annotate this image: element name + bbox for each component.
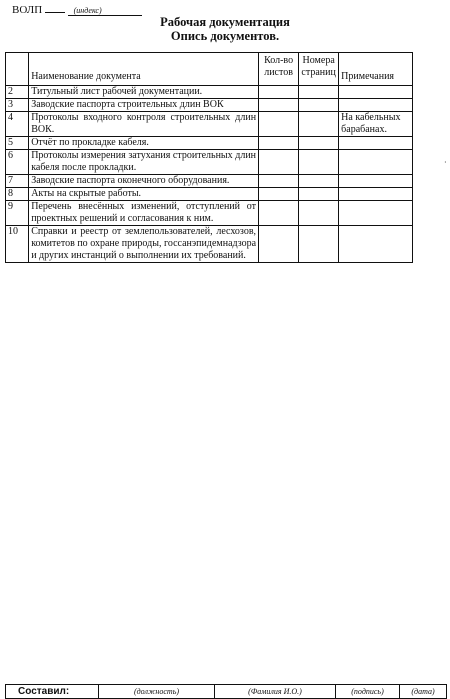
row-name: Перечень внесённых изменений, отступлений от проектных решений и согласования к ним. xyxy=(29,201,259,226)
row-notes xyxy=(339,137,413,150)
table-row xyxy=(6,112,413,137)
row-notes xyxy=(339,99,413,112)
row-pages xyxy=(299,112,339,137)
row-notes xyxy=(339,86,413,99)
row-notes: На кабельных барабанах. xyxy=(339,112,413,137)
row-sheets xyxy=(259,99,299,112)
row-name: Справки и реестр от землепользователей, лесхозов, комитетов по охране природы, госсанэпидемнадзора и других инстанций о выполнении их требований. xyxy=(29,226,259,263)
row-name: Отчёт по прокладке кабеля. xyxy=(29,137,259,150)
row-num: 5 xyxy=(6,137,29,150)
row-pages xyxy=(299,188,339,201)
row-name: Протоколы измерения затухания строительных длин кабеля после прокладки. xyxy=(29,150,259,175)
header-sheets: Кол-во листов xyxy=(259,53,299,86)
doc-subtitle: Опись документов. xyxy=(170,29,280,43)
row-sheets xyxy=(259,175,299,188)
compiled-by-label: Составил: xyxy=(6,685,99,698)
row-notes xyxy=(339,226,413,263)
row-name: Заводские паспорта строительных длин ВОК xyxy=(29,99,259,112)
row-num: 10 xyxy=(6,226,29,263)
table-row xyxy=(6,175,413,188)
row-sheets xyxy=(259,86,299,99)
position-field: (должность) xyxy=(99,685,215,698)
inventory-table xyxy=(5,52,413,263)
row-pages xyxy=(299,175,339,188)
row-pages xyxy=(299,137,339,150)
table-header-row xyxy=(6,53,413,86)
header-notes: Примечания xyxy=(339,53,413,86)
row-num: 7 xyxy=(6,175,29,188)
row-notes xyxy=(339,150,413,175)
row-name: Протоколы входного контроля строительных длин ВОК. xyxy=(29,112,259,137)
margin-mark: · xyxy=(444,158,447,167)
row-sheets xyxy=(259,150,299,175)
row-sheets xyxy=(259,112,299,137)
row-pages xyxy=(299,86,339,99)
table-row xyxy=(6,137,413,150)
date-field: (дата) xyxy=(411,687,435,696)
row-num: 9 xyxy=(6,201,29,226)
row-sheets xyxy=(259,201,299,226)
table-row xyxy=(6,201,413,226)
fullname-field: (Фамилия И.О.) xyxy=(215,685,336,698)
row-pages xyxy=(299,226,339,263)
row-name: Титульный лист рабочей документации. xyxy=(29,86,259,99)
table-row xyxy=(6,150,413,175)
header-pages: Номера страниц xyxy=(299,53,339,86)
table-row xyxy=(6,226,413,263)
header-num xyxy=(6,53,29,86)
row-sheets xyxy=(259,188,299,201)
row-num: 4 xyxy=(6,112,29,137)
row-num: 8 xyxy=(6,188,29,201)
row-pages xyxy=(299,150,339,175)
org-label: ВОЛП xyxy=(12,4,43,16)
row-num: 6 xyxy=(6,150,29,175)
signature-field: (подпись) xyxy=(336,685,400,698)
row-sheets xyxy=(259,226,299,263)
row-name: Заводские паспорта оконечного оборудования. xyxy=(29,175,259,188)
row-num: 3 xyxy=(6,99,29,112)
row-name: Акты на скрытые работы. xyxy=(29,188,259,201)
header-name: Наименование документа xyxy=(29,53,259,86)
table-row xyxy=(6,99,413,112)
row-num: 2 xyxy=(6,86,29,99)
row-notes xyxy=(339,188,413,201)
row-notes xyxy=(339,201,413,226)
row-pages xyxy=(299,99,339,112)
index-field: (индекс) xyxy=(68,6,142,16)
table-row xyxy=(6,188,413,201)
row-notes xyxy=(339,175,413,188)
row-pages xyxy=(299,201,339,226)
doc-title: Рабочая документация xyxy=(160,15,290,29)
signature-footer xyxy=(5,684,447,699)
table-row xyxy=(6,86,413,99)
row-sheets xyxy=(259,137,299,150)
blank-line xyxy=(45,3,65,13)
